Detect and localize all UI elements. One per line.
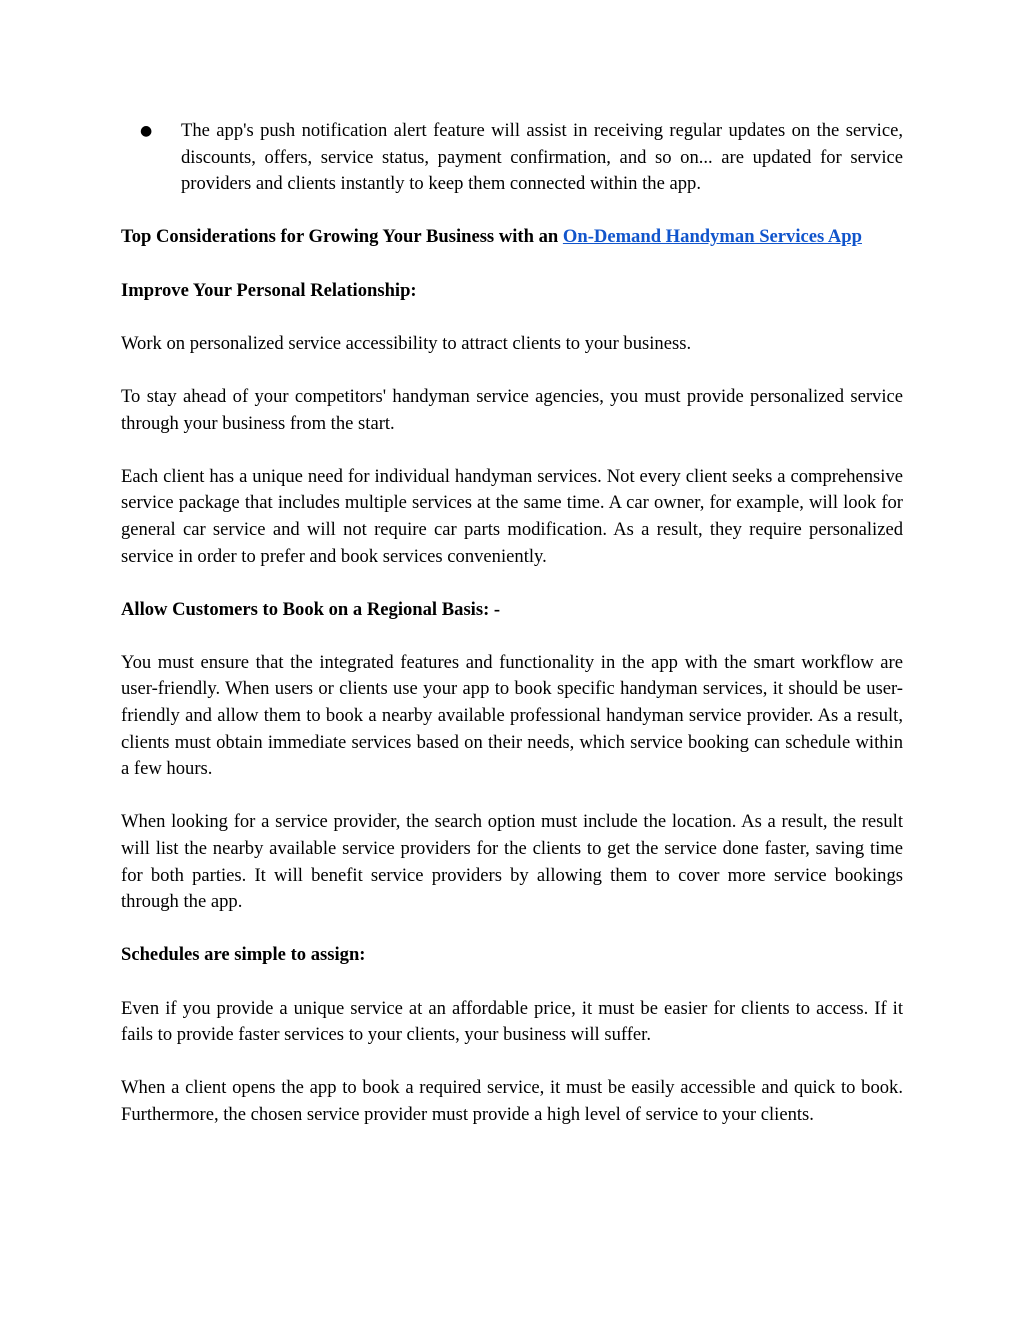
bullet-list [121,118,903,198]
section-heading-regional-booking: Allow Customers to Book on a Regional Basis: - [121,598,501,620]
bullet-text: The app's push notification alert feature will assist in receiving regular updates on the service, discounts, offers, service status, payment confirmation, and so on... are updated for service providers and clients instantly to keep them connected within the app. [181,120,903,195]
paragraph: You must ensure that the integrated features and functionality in the app with the smart workflow are user-friendly. When users or clients use your app to book specific handyman services, it should be user-friendly and allow them to book a nearby available professional handyman service provider. As a result, clients must obtain immediate services based on their needs, which service booking can schedule within a few hours. [121,651,903,780]
paragraph: Work on personalized service accessibility to attract clients to your business. [121,332,692,354]
paragraph: Each client has a unique need for individual handyman services. Not every client seeks a comprehensive service package that includes multiple services at the same time. A car owner, for example, will look for general car service and will not require car parts modification. As a result, they require personalized service in order to prefer and book services conveniently. [121,465,903,567]
main-heading-text: Top Considerations for Growing Your Business with an [121,226,563,248]
section-heading-schedules: Schedules are simple to assign: [121,944,366,966]
section-heading-personal-relationship: Improve Your Personal Relationship: [121,279,417,301]
bullet-item [121,118,903,198]
paragraph: Even if you provide a unique service at an affordable price, it must be easier for clients to access. If it fails to provide faster services to your clients, your business will suffer. [121,997,903,1046]
bullet-dot-icon: ● [140,123,153,139]
paragraph: To stay ahead of your competitors' handyman service agencies, you must provide personalized service through your business from the start. [121,385,903,434]
paragraph: When a client opens the app to book a required service, it must be easily accessible and quick to book. Furthermore, the chosen service provider must provide a high level of service to your clients. [121,1077,903,1125]
document-page [121,118,903,1155]
main-heading [121,224,903,251]
handyman-app-link[interactable]: On-Demand Handyman Services App [562,226,862,248]
paragraph: When looking for a service provider, the search option must include the location. As a result, the result will list the nearby available service providers for the clients to get the service done faster, saving time for both parties. It will benefit service providers by allowing them to cover more service bookings through the app. [121,811,903,913]
